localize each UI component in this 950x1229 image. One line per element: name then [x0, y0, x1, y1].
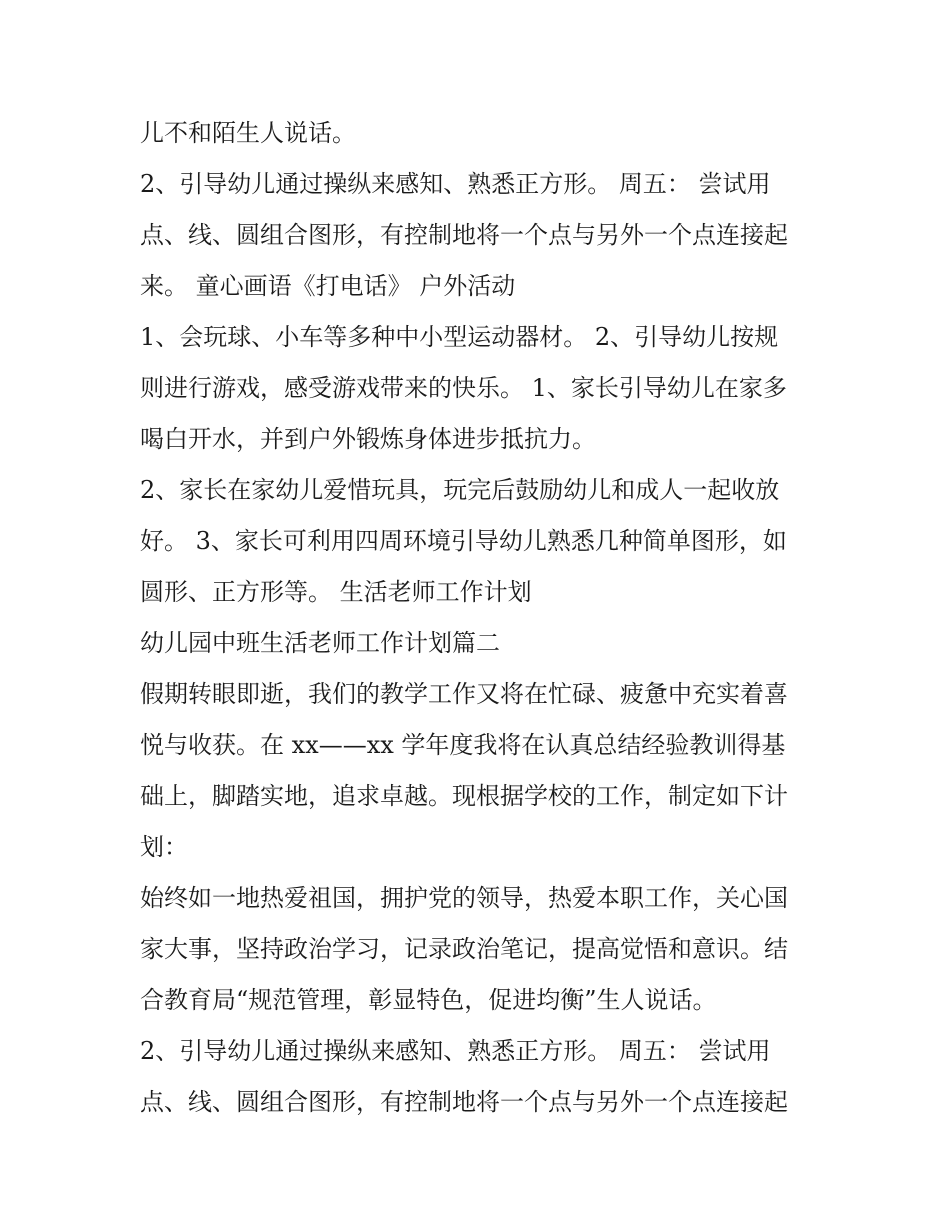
text-line: 始终如一地热爱祖国，拥护党的领导，热爱本职工作，关心国 — [140, 884, 788, 912]
text-line: 来。 童心画语《打电话》 户外活动 — [140, 272, 516, 300]
section-heading: 幼儿园中班生活老师工作计划篇二 — [140, 629, 500, 657]
text-line: 础上，脚踏实地，追求卓越。现根据学校的工作，制定如下计 — [140, 782, 788, 810]
text-line: 划： — [140, 833, 188, 861]
text-line: 点、线、圆组合图形，有控制地将一个点与另外一个点连接起 — [140, 1088, 788, 1116]
text-line: 喝白开水，并到户外锻炼身体进步抵抗力。 — [140, 425, 596, 453]
text-line: 儿不和陌生人说话。 — [140, 119, 356, 147]
text-line: 1、会玩球、小车等多种中小型运动器材。 2、引导幼儿按规 — [140, 323, 779, 351]
text-line: 家大事，坚持政治学习，记录政治笔记，提高觉悟和意识。结 — [140, 935, 788, 963]
text-line: 2、引导幼儿通过操纵来感知、熟悉正方形。 周五： 尝试用 — [140, 1037, 771, 1065]
text-line: 好。 3、家长可利用四周环境引导幼儿熟悉几种简单图形，如 — [140, 527, 787, 555]
text-line: 2、引导幼儿通过操纵来感知、熟悉正方形。 周五： 尝试用 — [140, 170, 771, 198]
text-line: 假期转眼即逝，我们的教学工作又将在忙碌、疲惫中充实着喜 — [140, 680, 788, 708]
text-line: 则进行游戏，感受游戏带来的快乐。 1、家长引导幼儿在家多 — [140, 374, 787, 402]
text-line: 合教育局“规范管理，彰显特色，促进均衡”生人说话。 — [140, 986, 717, 1014]
text-line: 2、家长在家幼儿爱惜玩具，玩完后鼓励幼儿和成人一起收放 — [140, 476, 780, 504]
text-line: 点、线、圆组合图形，有控制地将一个点与另外一个点连接起 — [140, 221, 788, 249]
document-body — [140, 108, 820, 1128]
text-line: 圆形、正方形等。 生活老师工作计划 — [140, 578, 532, 606]
text-line: 悦与收获。在 xx——xx 学年度我将在认真总结经验教训得基 — [140, 731, 786, 759]
